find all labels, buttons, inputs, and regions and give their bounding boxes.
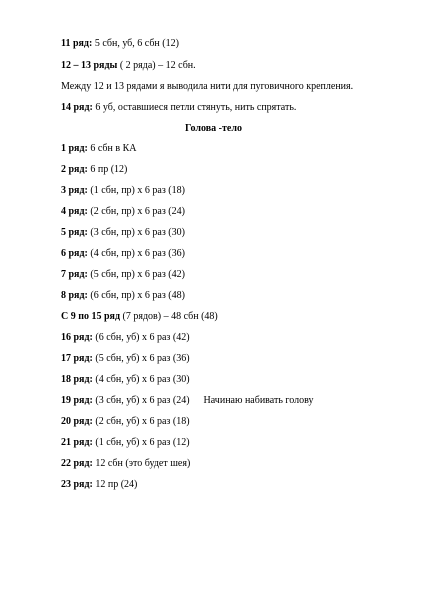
- row-label: 17 ряд:: [61, 353, 93, 364]
- row-text: 12 пр (24): [92, 479, 138, 490]
- row-text: (1 сбн, уб) х 6 раз (12): [92, 437, 190, 448]
- row-label: 11 ряд:: [61, 38, 93, 49]
- row-text: (3 сбн, пр) х 6 раз (30): [87, 227, 185, 238]
- row-body: [61, 227, 185, 239]
- note-paragraph: Между 12 и 13 рядами я выводила нити для пуговичного крепления.: [61, 81, 354, 92]
- row-text: (5 сбн, пр) х 6 раз (42): [87, 269, 185, 280]
- row-body: [61, 395, 313, 407]
- row-label: 3 ряд:: [61, 185, 88, 196]
- row-body: [61, 206, 185, 218]
- row-label: С 9 по 15 ряд: [61, 311, 121, 322]
- row-text: 5 сбн, уб, 6 сбн (12): [92, 38, 179, 49]
- row-body: [61, 143, 137, 155]
- row-text: (1 сбн, пр) х 6 раз (18): [87, 185, 185, 196]
- row-label: 14 ряд:: [61, 102, 93, 113]
- row-label: 8 ряд:: [61, 290, 88, 301]
- row-label: 20 ряд:: [61, 416, 93, 427]
- row-body: [61, 437, 190, 449]
- row-text: (4 сбн, уб) х 6 раз (30): [92, 374, 190, 385]
- row-label: 21 ряд:: [61, 437, 93, 448]
- row-body: [61, 479, 137, 491]
- row-label: 5 ряд:: [61, 227, 88, 238]
- section-title: Голова -тело: [185, 123, 242, 134]
- row-text: (6 сбн, пр) х 6 раз (48): [87, 290, 185, 301]
- row-text: 12 сбн (это будет шея): [92, 458, 191, 469]
- row-11: [61, 38, 179, 50]
- row-14: [61, 102, 296, 114]
- row-label: 7 ряд:: [61, 269, 88, 280]
- row-body: [61, 269, 185, 281]
- row-text: 6 сбн в КА: [87, 143, 137, 154]
- row-text: ( 2 ряда) – 12 сбн.: [117, 60, 196, 71]
- row-label: 4 ряд:: [61, 206, 88, 217]
- row-12-13: [61, 60, 196, 72]
- row-label: 19 ряд:: [61, 395, 93, 406]
- row-label: 18 ряд:: [61, 374, 93, 385]
- row-text: 6 уб, оставшиеся петли стянуть, нить спрятать.: [92, 102, 297, 113]
- row-text: (6 сбн, уб) х 6 раз (42): [92, 332, 190, 343]
- row-text: (5 сбн, уб) х 6 раз (36): [92, 353, 190, 364]
- row-body: [61, 185, 185, 197]
- row-body: [61, 416, 190, 428]
- row-text: (3 сбн, уб) х 6 раз (24): [92, 395, 190, 406]
- row-text: (4 сбн, пр) х 6 раз (36): [87, 248, 185, 259]
- row-body: [61, 164, 127, 176]
- row-body: [61, 374, 190, 386]
- row-label: 12 – 13 ряды: [61, 60, 118, 71]
- row-body: [61, 458, 190, 470]
- row-body: [61, 332, 190, 344]
- row-text: (2 сбн, уб) х 6 раз (18): [92, 416, 190, 427]
- row-body: [61, 311, 218, 323]
- row-text: 6 пр (12): [87, 164, 128, 175]
- row-label: 22 ряд:: [61, 458, 93, 469]
- row-body: [61, 353, 190, 365]
- row-label: 2 ряд:: [61, 164, 88, 175]
- row-note: Начинаю набивать голову: [203, 395, 314, 406]
- row-body: [61, 290, 185, 302]
- row-body: [61, 248, 185, 260]
- row-label: 16 ряд:: [61, 332, 93, 343]
- row-label: 6 ряд:: [61, 248, 88, 259]
- row-text: (2 сбн, пр) х 6 раз (24): [87, 206, 185, 217]
- row-label: 23 ряд:: [61, 479, 93, 490]
- row-text: (7 рядов) – 48 сбн (48): [120, 311, 218, 322]
- row-label: 1 ряд:: [61, 143, 88, 154]
